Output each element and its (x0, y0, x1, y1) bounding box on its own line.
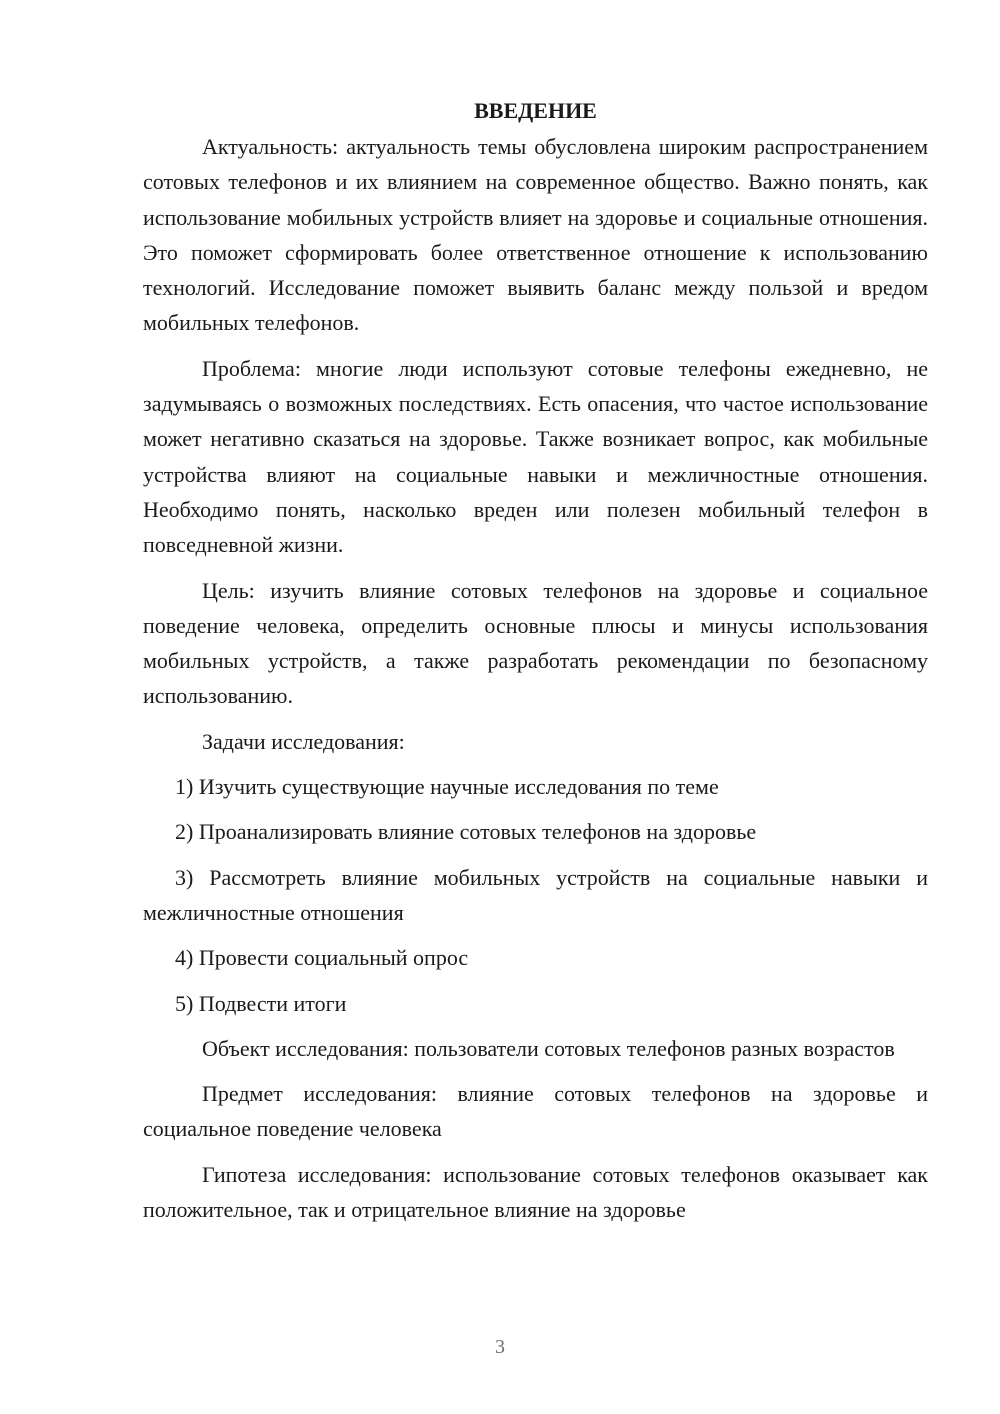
task-item-2: 2) Проанализировать влияние сотовых телефонов на здоровье (175, 819, 757, 845)
problem-paragraph: Проблема: многие люди используют сотовые телефоны ежедневно, не задумываясь о возможных последствиях. Есть опасения, что частое использование может негативно сказаться на здоровье. Также возникает вопрос, как мобильные устройства влияют на социальные навыки и межличностные отношения. Необходимо понять, насколько вреден или полезен мобильный телефон в повседневной жизни. (143, 355, 928, 558)
object-paragraph: Объект исследования: пользователи сотовых телефонов разных возрастов (202, 1035, 895, 1061)
section-heading: ВВЕДЕНИЕ (474, 98, 597, 123)
hypothesis-paragraph: Гипотеза исследования: использование сотовых телефонов оказывает как положительное, так и отрицательное влияние на здоровье (143, 1161, 928, 1223)
relevance-paragraph: Актуальность: актуальность темы обусловлена широким распространением сотовых телефонов и их влиянием на современное общество. Важно понять, как использование мобильных устройств влияет на здоровье и социальные отношения. Это поможет сформировать более ответственное отношение к использованию технологий. Исследование поможет выявить баланс между пользой и вредом мобильных телефонов. (143, 134, 928, 336)
task-item-5: 5) Подвести итоги (175, 990, 347, 1016)
tasks-title: Задачи исследования: (202, 728, 405, 754)
task-item-1: 1) Изучить существующие научные исследования по теме (175, 774, 719, 800)
goal-paragraph: Цель: изучить влияние сотовых телефонов на здоровье и социальное поведение человека, определить основные плюсы и минусы использования мобильных устройств, а также разработать рекомендации по безопасному использованию. (143, 577, 928, 709)
page-number: 3 (495, 1336, 505, 1358)
task-item-3: 3) Рассмотреть влияние мобильных устройств на социальные навыки и межличностные отношения (143, 864, 928, 925)
subject-paragraph: Предмет исследования: влияние сотовых телефонов на здоровье и социальное поведение человека (143, 1081, 928, 1142)
page-content (143, 94, 928, 1227)
task-item-4: 4) Провести социальный опрос (175, 945, 469, 971)
